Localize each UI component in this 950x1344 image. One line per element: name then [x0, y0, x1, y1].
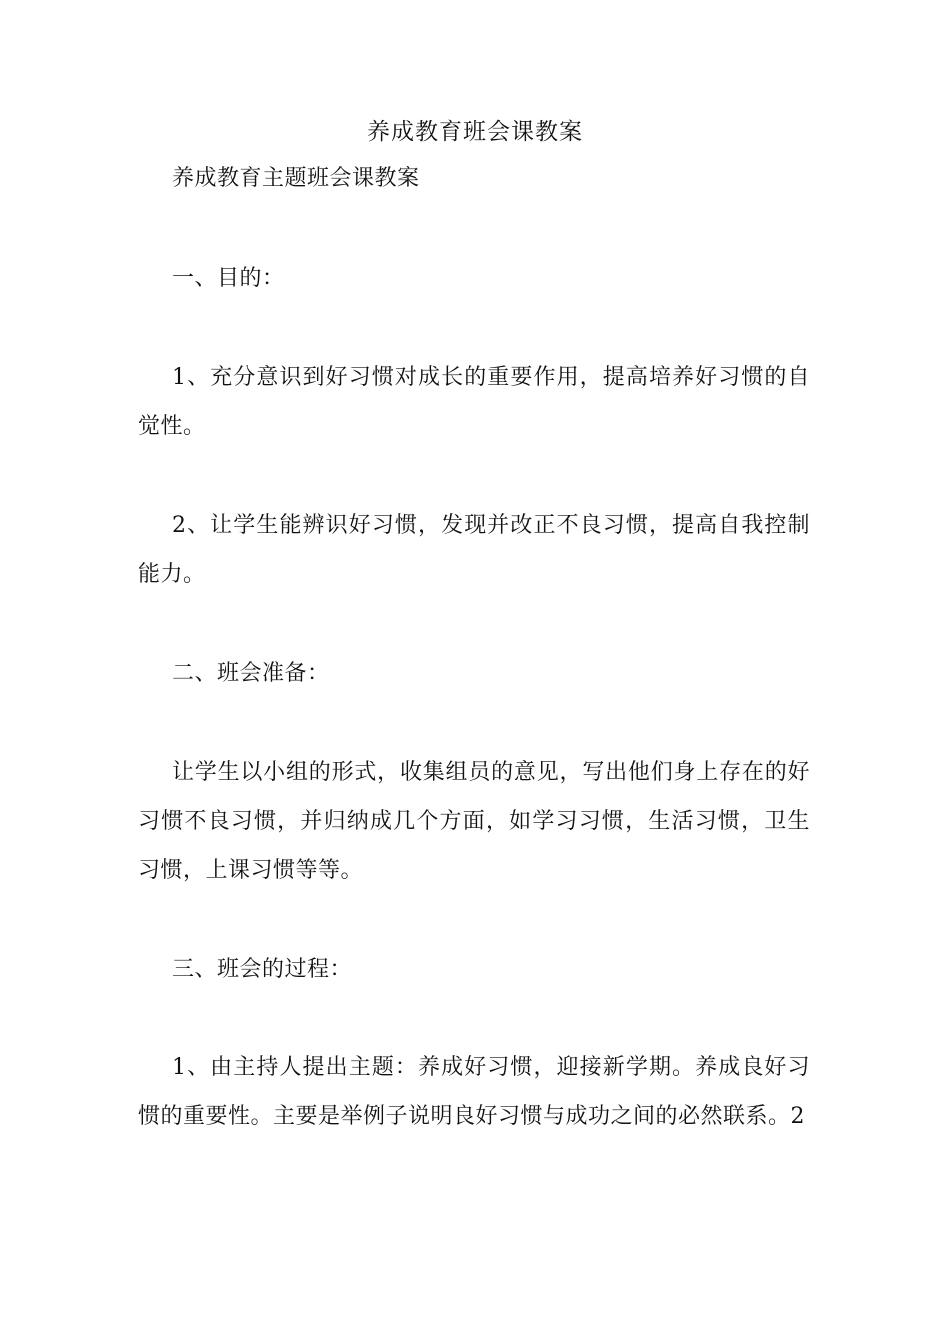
purpose-item-2: 2、让学生能辨识好习惯，发现并改正不良习惯，提高自我控制能力。: [138, 513, 810, 587]
document-subtitle: 养成教育主题班会课教案: [172, 166, 420, 191]
document-title: 养成教育班会课教案: [367, 119, 583, 145]
section-heading-process: 三、班会的过程：: [172, 957, 353, 982]
process-item-1: 1、由主持人提出主题：养成好习惯，迎接新学期。养成良好习惯的重要性。主要是举例子说明良好习惯与成功之间的必然联系。2: [138, 1055, 810, 1129]
section-heading-preparation: 二、班会准备：: [172, 661, 330, 686]
preparation-paragraph: 让学生以小组的形式，收集组员的意见，写出他们身上存在的好习惯不良习惯，并归纳成几个方面，如学习习惯，生活习惯，卫生习惯，上课习惯等等。: [138, 760, 810, 883]
purpose-item-1: 1、充分意识到好习惯对成长的重要作用，提高培养好习惯的自觉性。: [138, 365, 810, 439]
section-heading-purpose: 一、目的：: [172, 266, 285, 291]
